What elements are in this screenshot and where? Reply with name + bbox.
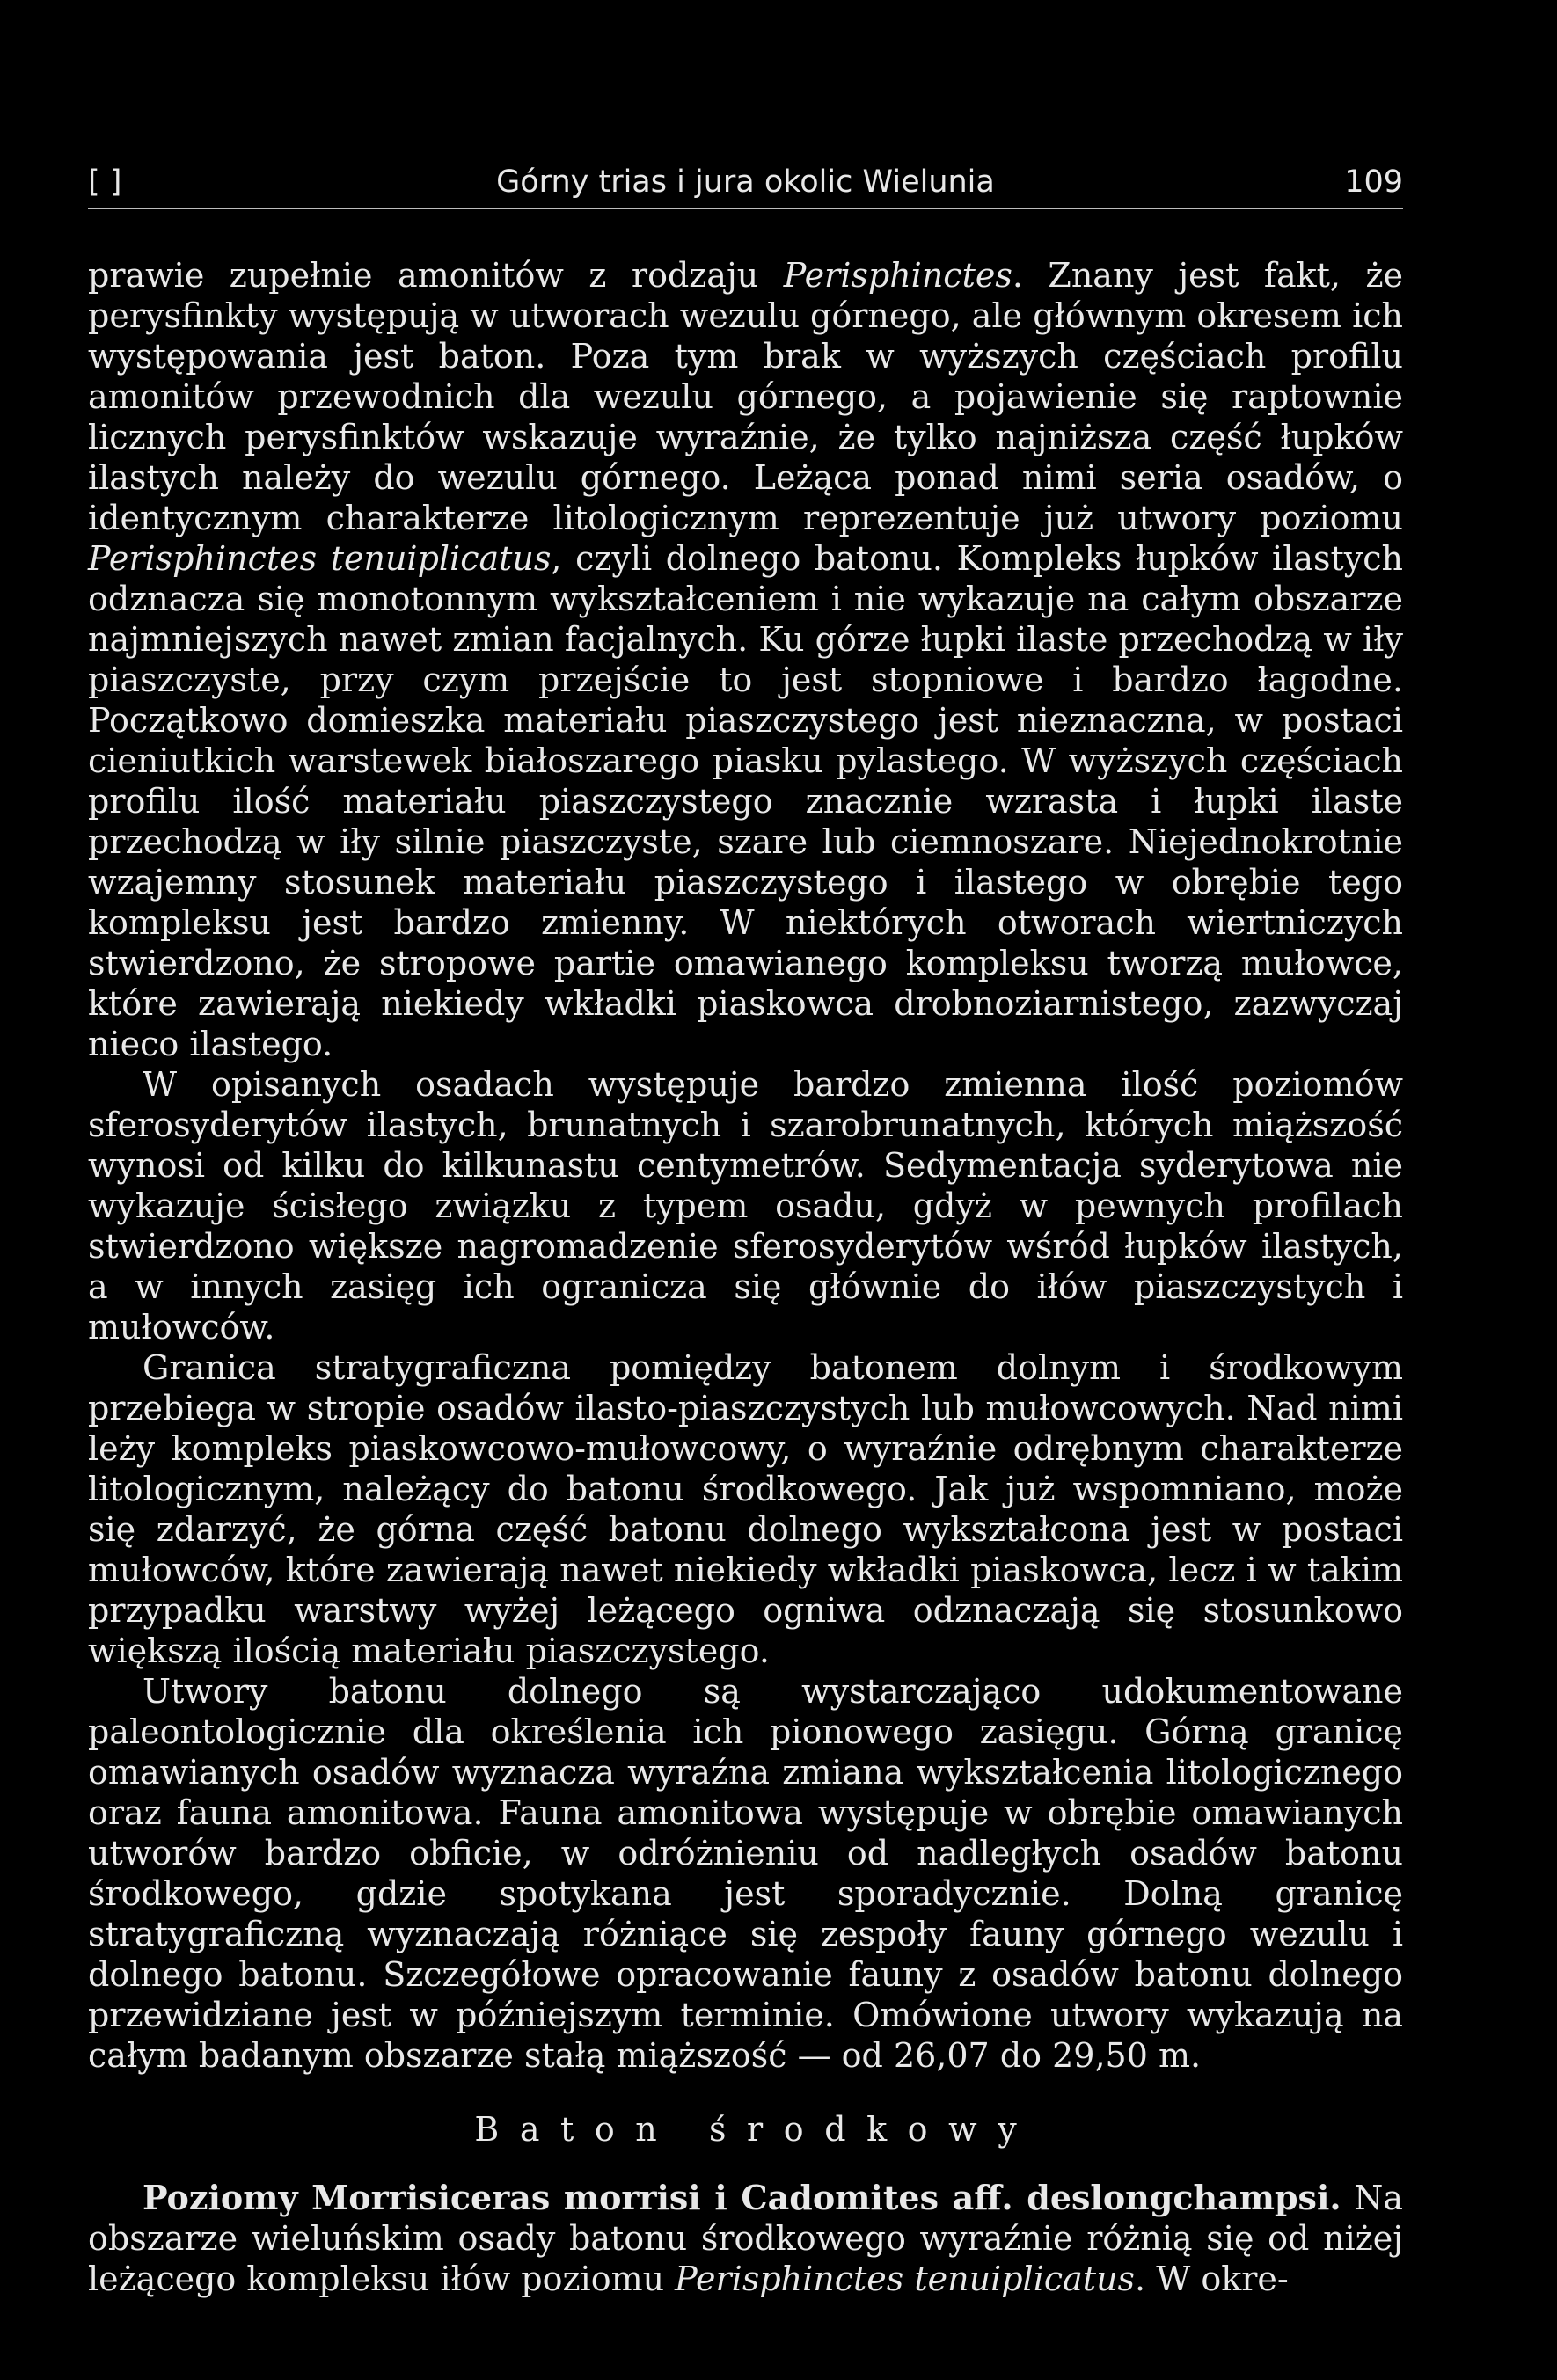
paragraph-2: W opisanych osadach występuje bardzo zmienna ilość poziomów sferosyderytów ilastych, brunatnych i szarobrunatnych, których miąższość wynosi od kilku do kilkunastu centymetrów. Sedymentacja syderytowa nie wykazuje ścisłego związku z typem osadu, gdyż w pewnych profilach stwierdzono większe nagromadzenie sferosyderytów wśród łupków ilastych, a w innych zasięg ich ogranicza się głównie do iłów piaszczystych i mułowców.: [88, 1065, 1403, 1347]
page-number: 109: [1344, 164, 1403, 200]
italic-genus: Perisphinctes: [783, 256, 1012, 295]
section-heading: Baton środkowy: [474, 2110, 1038, 2149]
running-header: [88, 160, 1403, 209]
text-run: . W okre-: [1135, 2260, 1289, 2298]
italic-species: Perisphinctes tenuiplicatus: [675, 2260, 1136, 2298]
body-text: [88, 255, 1403, 2299]
paragraph-4: Utwory batonu dolnego są wystarczająco udokumentowane paleontologicznie dla określenia ich pionowego zasięgu. Górną granicę omawianych osadów wyznacza wyraźna zmiana wykształcenia litologicznego oraz fauna amonitowa. Fauna amonitowa występuje w obrębie omawianych utworów bardzo obficie, w odróżnieniu od nadległych osadów batonu środkowego, gdzie spotykana jest sporadycznie. Dolną granicę stratygraficzną wyznaczają różniące się zespoły fauny górnego wezulu i dolnego batonu. Szczegółowe opracowanie fauny z osadów batonu dolnego przewidziane jest w późniejszym terminie. Omówione utwory wykazują na całym badanym obszarze stałą miąższość — od 26,07 do 29,50 m.: [88, 1672, 1403, 2075]
text-run: Na obszarze wieluńskim osady batonu środkowego wyraźnie różnią się od niżej leżącego kompleksu iłów poziomu: [88, 2179, 1403, 2298]
running-title: Górny trias i jura okolic Wielunia: [496, 164, 995, 200]
header-brackets: [ ]: [88, 164, 122, 200]
bold-run-in-heading: Poziomy Morrisiceras morrisi i Cadomites aff. deslongchampsi.: [143, 2178, 1341, 2217]
text-run: , czyli dolnego batonu. Kompleks łupków ilastych odznacza się monotonnym wykształceniem i nie wykazuje na całym obszarze najmniejszych nawet zmian facjalnych. Ku górze łupki ilaste przechodzą w iły piaszczyste, przy czym przejście to jest stopniowe i bardzo łagodne. Początkowo domieszka materiału piaszczystego jest nieznaczna, w postaci cieniutkich warstewek białoszarego piasku pylastego. W wyższych częściach profilu ilość materiału piaszczystego znacznie wzrasta i łupki ilaste przechodzą w iły silnie piaszczyste, szare lub ciemnoszare. Niejednokrotnie wzajemny stosunek materiału piaszczystego i ilastego w obrębie tego kompleksu jest bardzo zmienny. W niektórych otworach wiertniczych stwierdzono, że stropowe partie omawianego kompleksu tworzą mułowce, które zawierają niekiedy wkładki piaskowca drobnoziarnistego, zazwyczaj nieco ilastego.: [88, 539, 1404, 1063]
italic-species: Perisphinctes tenuiplicatus: [88, 539, 552, 578]
text-run: prawie zupełnie amonitów z rodzaju: [88, 256, 784, 295]
paragraph-3: Granica stratygraficzna pomiędzy batonem dolnym i środkowym przebiega w stropie osadów ilasto-piaszczystych lub mułowcowych. Nad nimi leży kompleks piaskowcowo-mułowcowy, o wyraźnie odrębnym charakterze litologicznym, należący do batonu środkowego. Jak już wspomniano, może się zdarzyć, że górna część batonu dolnego wykształcona jest w postaci mułowców, które zawierają nawet niekiedy wkładki piaskowca, lecz i w takim przypadku warstwy wyżej leżącego ogniwa odznaczają się stosunkowo większą ilością materiału piaszczystego.: [88, 1348, 1403, 1670]
paragraph-5: [88, 2178, 1403, 2299]
text-run: . Znany jest fakt, że perysfinkty występują w utworach wezulu górnego, ale głównym okresem ich występowania jest baton. Poza tym brak w wyższych częściach profilu amonitów przewodnich dla wezulu górnego, a pojawienie się raptownie licznych perysfinktów wskazuje wyraźnie, że tylko najniższa część łupków ilastych należy do wezulu górnego. Leżąca ponad nimi seria osadów, o identycznym charakterze litologicznym reprezentuje już utwory poziomu: [88, 256, 1404, 537]
paragraph-1: [88, 255, 1403, 1064]
